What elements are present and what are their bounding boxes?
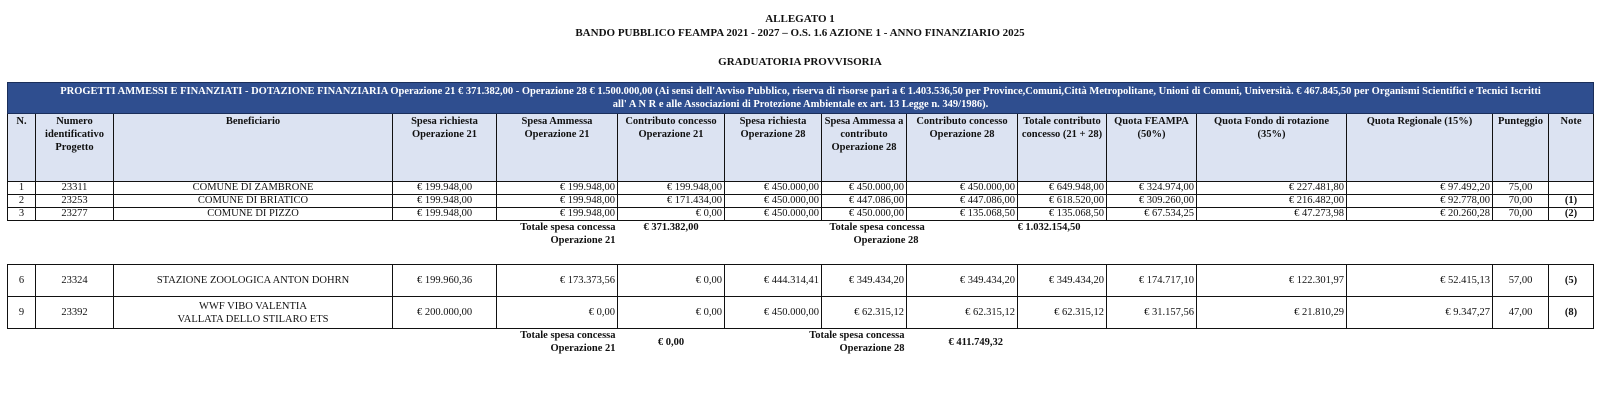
cell-requested-28: € 450.000,00 bbox=[725, 297, 822, 329]
beneficiary-line: WWF VIBO VALENTIA bbox=[199, 300, 307, 312]
cell-project-id: 23253 bbox=[36, 195, 114, 208]
cell-requested-21: € 200.000,00 bbox=[393, 297, 497, 329]
column-header-requested-21: Spesa richiesta Operazione 21 bbox=[393, 114, 497, 182]
cell-requested-21: € 199.948,00 bbox=[393, 195, 497, 208]
cell-score: 70,00 bbox=[1493, 208, 1549, 221]
cell-score: 75,00 bbox=[1493, 182, 1549, 195]
column-header-granted-21: Contributo concesso Operazione 21 bbox=[618, 114, 725, 182]
cell-requested-28: € 450.000,00 bbox=[725, 182, 822, 195]
table-row bbox=[8, 208, 1594, 221]
cell-rotation-fund-share: € 227.481,80 bbox=[1197, 182, 1347, 195]
cell-note: (8) bbox=[1549, 297, 1594, 329]
cell-granted-28: € 447.086,00 bbox=[907, 195, 1018, 208]
cell-beneficiary: COMUNE DI ZAMBRONE bbox=[114, 182, 393, 195]
cell-requested-21: € 199.960,36 bbox=[393, 265, 497, 297]
cell-regional-share: € 9.347,27 bbox=[1347, 297, 1493, 329]
cell-feampa-share: € 309.260,00 bbox=[1107, 195, 1197, 208]
cell-project-id: 23311 bbox=[36, 182, 114, 195]
ranking-table-other bbox=[7, 264, 1594, 355]
document-title-graduatoria: GRADUATORIA PROVVISORIA bbox=[718, 56, 882, 68]
cell-score: 47,00 bbox=[1493, 297, 1549, 329]
group2-total-28: € 411.749,32 bbox=[948, 336, 1004, 348]
cell-total-granted: € 135.068,50 bbox=[1018, 208, 1107, 221]
cell-feampa-share: € 174.717,10 bbox=[1107, 265, 1197, 297]
cell-requested-28: € 444.314,41 bbox=[725, 265, 822, 297]
cell-total-granted: € 618.520,00 bbox=[1018, 195, 1107, 208]
cell-beneficiary: COMUNE DI PIZZO bbox=[114, 208, 393, 221]
cell-requested-21: € 199.948,00 bbox=[393, 208, 497, 221]
column-header-admitted-21: Spesa Ammessa Operazione 21 bbox=[497, 114, 618, 182]
cell-requested-28: € 450.000,00 bbox=[725, 208, 822, 221]
cell-granted-28: € 349.434,20 bbox=[907, 265, 1018, 297]
funding-banner-line2: all' A N R e alle Associazioni di Protezione Ambientale ex art. 13 Legge n. 349/1986). bbox=[612, 99, 989, 110]
cell-beneficiary: STAZIONE ZOOLOGICA ANTON DOHRN bbox=[114, 265, 393, 297]
cell-row-number: 1 bbox=[8, 182, 36, 195]
funding-banner-line1: PROGETTI AMMESSI E FINANZIATI - DOTAZIONE FINANZIARIA Operazione 21 € 371.382,00 - Operazione 28 € 1.500.000,00 (Ai sensi dell'Avviso Pubblico, riserva di risorse pari a € 1.403.536,50 per Province,Comuni,Città Metropolitane, Unioni di Comuni, Università. € 467.845,50 per Organismi Scientifici e Tecnici Iscritti bbox=[60, 86, 1541, 97]
document-title-bando: BANDO PUBBLICO FEAMPA 2021 - 2027 – O.S. 1.6 AZIONE 1 - ANNO FINANZIARIO 2025 bbox=[575, 27, 1025, 39]
column-header-rotation-fund-share: Quota Fondo di rotazione (35%) bbox=[1197, 114, 1347, 182]
cell-requested-28: € 450.000,00 bbox=[725, 195, 822, 208]
group2-totals-row bbox=[8, 329, 1594, 356]
cell-granted-28: € 62.315,12 bbox=[907, 297, 1018, 329]
group1-totals-row bbox=[8, 221, 1594, 248]
cell-admitted-21: € 199.948,00 bbox=[497, 208, 618, 221]
column-header-project-id: Numero identificativo Progetto bbox=[36, 114, 114, 182]
cell-admitted-28: € 450.000,00 bbox=[822, 182, 907, 195]
cell-granted-21: € 0,00 bbox=[618, 297, 725, 329]
group2-total-label-28: Totale spesa concessa Operazione 28 bbox=[809, 330, 905, 354]
cell-admitted-21: € 199.948,00 bbox=[497, 182, 618, 195]
cell-total-granted: € 649.948,00 bbox=[1018, 182, 1107, 195]
cell-granted-28: € 135.068,50 bbox=[907, 208, 1018, 221]
cell-row-number: 2 bbox=[8, 195, 36, 208]
cell-feampa-share: € 31.157,56 bbox=[1107, 297, 1197, 329]
table-header-row bbox=[8, 114, 1594, 182]
cell-note: (5) bbox=[1549, 265, 1594, 297]
column-header-beneficiary: Beneficiario bbox=[114, 114, 393, 182]
column-header-notes: Note bbox=[1549, 114, 1594, 182]
cell-requested-21: € 199.948,00 bbox=[393, 182, 497, 195]
cell-score: 70,00 bbox=[1493, 195, 1549, 208]
cell-admitted-21: € 173.373,56 bbox=[497, 265, 618, 297]
cell-granted-21: € 0,00 bbox=[618, 208, 725, 221]
group2-total-label-21: Totale spesa concessa Operazione 21 bbox=[520, 330, 616, 354]
cell-rotation-fund-share: € 122.301,97 bbox=[1197, 265, 1347, 297]
cell-rotation-fund-share: € 47.273,98 bbox=[1197, 208, 1347, 221]
cell-beneficiary: COMUNE DI BRIATICO bbox=[114, 195, 393, 208]
cell-note: (1) bbox=[1549, 195, 1594, 208]
cell-regional-share: € 52.415,13 bbox=[1347, 265, 1493, 297]
cell-feampa-share: € 67.534,25 bbox=[1107, 208, 1197, 221]
group1-total-label-21: Totale spesa concessa Operazione 21 bbox=[520, 222, 616, 246]
cell-total-granted: € 349.434,20 bbox=[1018, 265, 1107, 297]
column-header-n: N. bbox=[8, 114, 36, 182]
group1-total-label-28: Totale spesa concessa Operazione 28 bbox=[829, 222, 925, 246]
column-header-total-granted: Totale contributo concesso (21 + 28) bbox=[1018, 114, 1107, 182]
funding-banner-text bbox=[8, 83, 1594, 114]
table-row bbox=[8, 297, 1594, 329]
table-row bbox=[8, 182, 1594, 195]
column-header-feampa-share: Quota FEAMPA (50%) bbox=[1107, 114, 1197, 182]
cell-note bbox=[1549, 182, 1594, 195]
document-title-allegato: ALLEGATO 1 bbox=[765, 13, 835, 25]
column-header-score: Punteggio bbox=[1493, 114, 1549, 182]
cell-regional-share: € 97.492,20 bbox=[1347, 182, 1493, 195]
cell-admitted-28: € 450.000,00 bbox=[822, 208, 907, 221]
cell-feampa-share: € 324.974,00 bbox=[1107, 182, 1197, 195]
cell-score: 57,00 bbox=[1493, 265, 1549, 297]
cell-granted-21: € 199.948,00 bbox=[618, 182, 725, 195]
cell-granted-28: € 450.000,00 bbox=[907, 182, 1018, 195]
cell-admitted-28: € 349.434,20 bbox=[822, 265, 907, 297]
cell-admitted-28: € 62.315,12 bbox=[822, 297, 907, 329]
cell-regional-share: € 20.260,28 bbox=[1347, 208, 1493, 221]
cell-regional-share: € 92.778,00 bbox=[1347, 195, 1493, 208]
group1-total-21: € 371.382,00 bbox=[643, 222, 699, 233]
cell-beneficiary bbox=[114, 297, 393, 329]
cell-row-number: 3 bbox=[8, 208, 36, 221]
group2-total-21: € 0,00 bbox=[657, 336, 685, 348]
cell-total-granted: € 62.315,12 bbox=[1018, 297, 1107, 329]
funding-banner bbox=[8, 83, 1594, 114]
cell-project-id: 23277 bbox=[36, 208, 114, 221]
cell-project-id: 23324 bbox=[36, 265, 114, 297]
cell-row-number: 9 bbox=[8, 297, 36, 329]
cell-note: (2) bbox=[1549, 208, 1594, 221]
cell-admitted-21: € 0,00 bbox=[497, 297, 618, 329]
cell-granted-21: € 171.434,00 bbox=[618, 195, 725, 208]
column-header-granted-28: Contributo concesso Operazione 28 bbox=[907, 114, 1018, 182]
table-row bbox=[8, 195, 1594, 208]
column-header-regional-share: Quota Regionale (15%) bbox=[1347, 114, 1493, 182]
group1-total-28: € 1.032.154,50 bbox=[1017, 222, 1081, 233]
cell-granted-21: € 0,00 bbox=[618, 265, 725, 297]
cell-rotation-fund-share: € 216.482,00 bbox=[1197, 195, 1347, 208]
beneficiary-line: VALLATA DELLO STILARO ETS bbox=[177, 313, 329, 325]
ranking-table-admitted bbox=[7, 82, 1594, 247]
cell-row-number: 6 bbox=[8, 265, 36, 297]
cell-rotation-fund-share: € 21.810,29 bbox=[1197, 297, 1347, 329]
column-header-admitted-28: Spesa Ammessa a contributo Operazione 28 bbox=[822, 114, 907, 182]
table-row bbox=[8, 265, 1594, 297]
column-header-requested-28: Spesa richiesta Operazione 28 bbox=[725, 114, 822, 182]
cell-admitted-21: € 199.948,00 bbox=[497, 195, 618, 208]
cell-admitted-28: € 447.086,00 bbox=[822, 195, 907, 208]
cell-project-id: 23392 bbox=[36, 297, 114, 329]
